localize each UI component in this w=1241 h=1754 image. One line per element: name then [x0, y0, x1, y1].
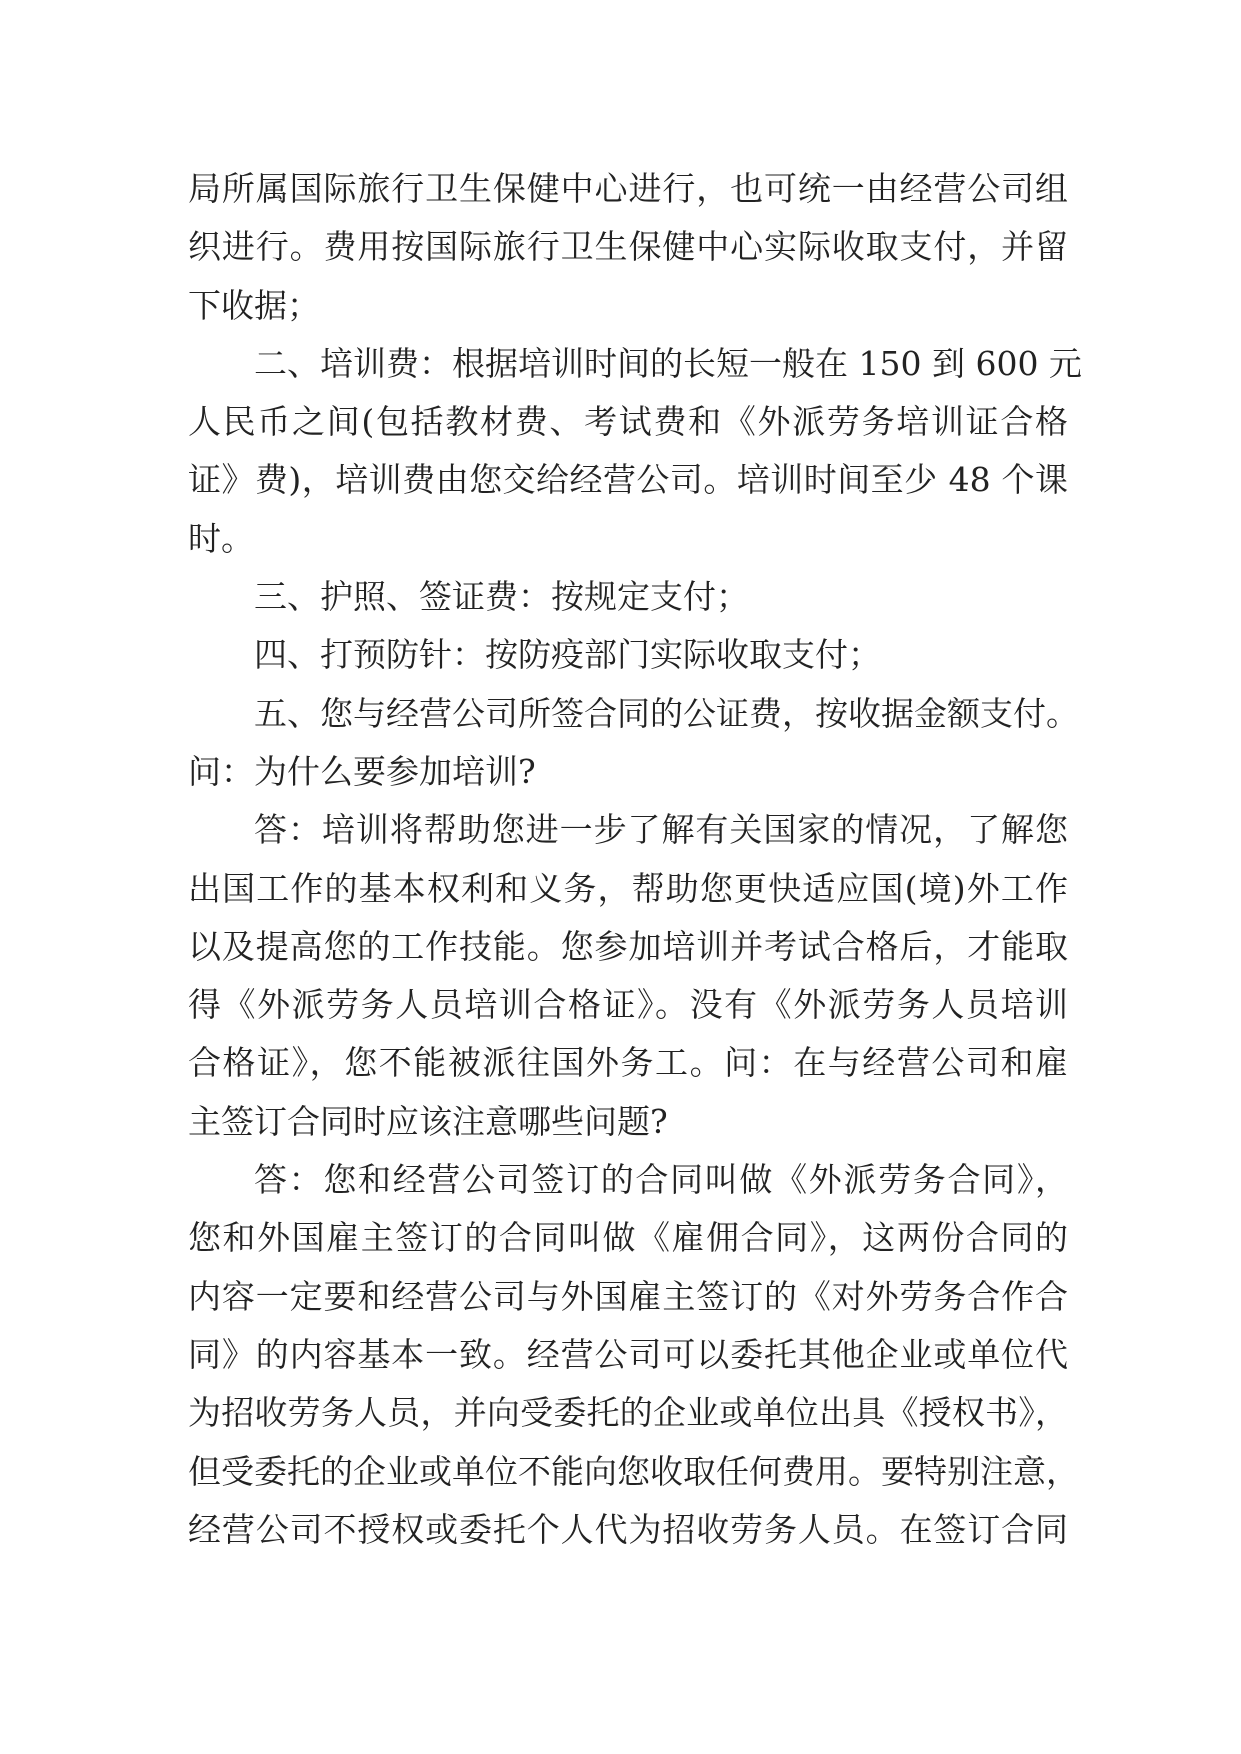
text-line: 答：您和经营公司签订的合同叫做《外派劳务合同》， — [254, 1160, 1068, 1200]
text-line: 主签订合同时应该注意哪些问题? — [188, 1101, 668, 1141]
text-line: 经营公司不授权或委托个人代为招收劳务人员。在签订合同 — [188, 1509, 1068, 1549]
text-line: 问：为什么要参加培训? — [188, 751, 536, 791]
text-line: 二、培训费：根据培训时间的长短一般在 150 到 600 元 — [254, 343, 1082, 383]
text-line: 以及提高您的工作技能。您参加培训并考试合格后，才能取 — [188, 926, 1068, 966]
text-line: 但受委托的企业或单位不能向您收取任何费用。要特别注意， — [188, 1451, 1079, 1491]
text-line: 四、打预防针：按防疫部门实际收取支付； — [254, 635, 881, 675]
text-line: 人民币之间(包括教材费、考试费和《外派劳务培训证合格 — [188, 402, 1068, 442]
document-body — [188, 160, 1082, 1559]
text-line: 出国工作的基本权利和义务，帮助您更快适应国(境)外工作 — [188, 868, 1068, 908]
text-line: 得《外派劳务人员培训合格证》。没有《外派劳务人员培训 — [188, 985, 1068, 1025]
text-line: 织进行。费用按国际旅行卫生保健中心实际收取支付，并留 — [188, 227, 1068, 267]
text-line: 三、护照、签证费：按规定支付； — [254, 577, 749, 617]
text-line: 您和外国雇主签订的合同叫做《雇佣合同》，这两份合同的 — [188, 1218, 1068, 1258]
text-line: 答：培训将帮助您进一步了解有关国家的情况，了解您 — [254, 810, 1068, 850]
text-line: 同》的内容基本一致。经营公司可以委托其他企业或单位代 — [188, 1334, 1068, 1374]
text-line: 为招收劳务人员，并向受委托的企业或单位出具《授权书》， — [188, 1393, 1068, 1433]
text-line: 局所属国际旅行卫生保健中心进行，也可统一由经营公司组 — [188, 169, 1068, 208]
text-line: 五、您与经营公司所签合同的公证费，按收据金额支付。 — [254, 693, 1079, 733]
text-line: 下收据； — [188, 285, 320, 325]
text-line: 证》费)，培训费由您交给经营公司。培训时间至少 48 个课 — [188, 460, 1068, 500]
text-line: 时。 — [188, 518, 254, 558]
text-line: 内容一定要和经营公司与外国雇主签订的《对外劳务合作合 — [188, 1276, 1068, 1316]
text-line: 合格证》，您不能被派往国外务工。问：在与经营公司和雇 — [188, 1043, 1068, 1083]
